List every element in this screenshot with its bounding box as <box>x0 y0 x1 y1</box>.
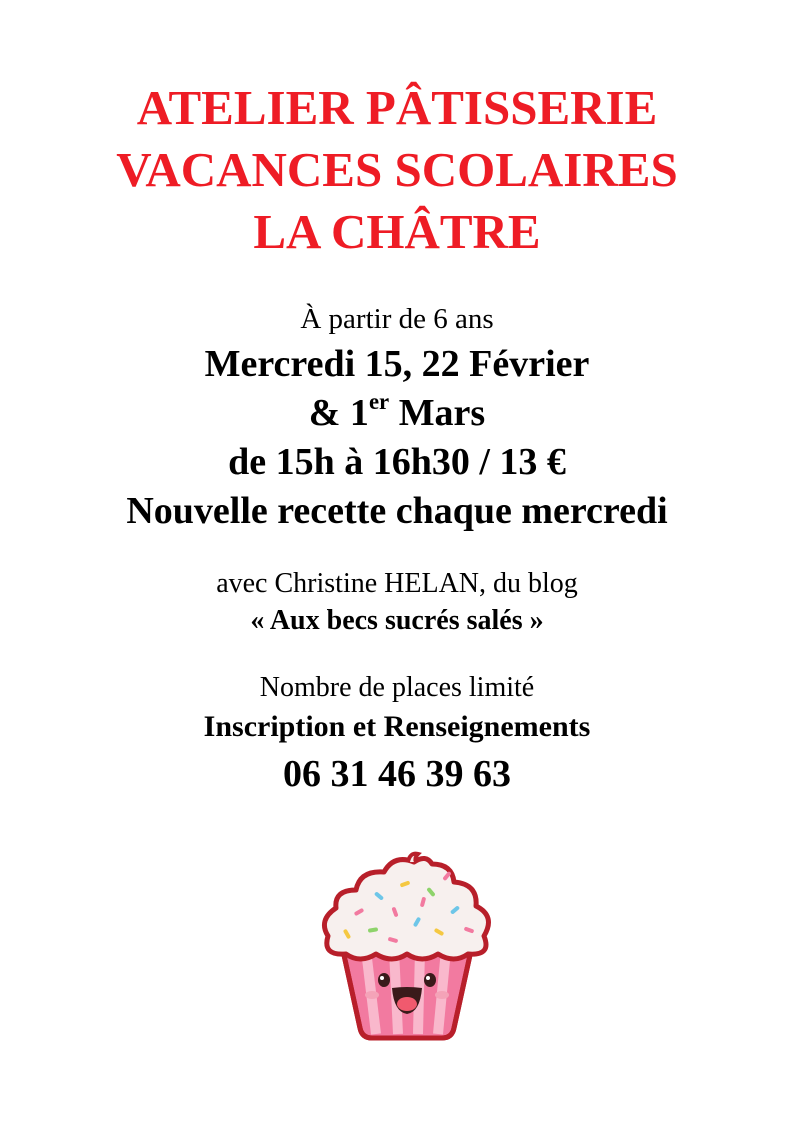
title-line-3: LA CHÂTRE <box>253 204 541 259</box>
contact-label: Inscription et Renseignements <box>203 710 591 743</box>
places-text: Nombre de places limité <box>259 672 535 703</box>
dates-line-1: Mercredi 15, 22 Février <box>204 343 590 385</box>
cupcake-frosting <box>324 854 488 959</box>
host-text: avec Christine HELAN, du blog <box>216 568 578 599</box>
cupcake-icon <box>314 850 500 1042</box>
dates-day: & 1 <box>308 392 369 434</box>
schedule-text: de 15h à 16h30 / 13 € <box>228 441 566 483</box>
dates-month: Mars <box>389 392 486 434</box>
recipe-note: Nouvelle recette chaque mercredi <box>126 490 668 532</box>
age-text: À partir de 6 ans <box>300 303 494 335</box>
title-line-1: ATELIER PÂTISSERIE <box>136 80 658 135</box>
phone-number: 06 31 46 39 63 <box>283 753 511 795</box>
dates-line-2 <box>0 391 794 435</box>
dates-ordinal: er <box>368 389 390 415</box>
title-line-2: VACANCES SCOLAIRES <box>116 142 678 197</box>
blog-name: « Aux becs sucrés salés » <box>250 605 544 636</box>
